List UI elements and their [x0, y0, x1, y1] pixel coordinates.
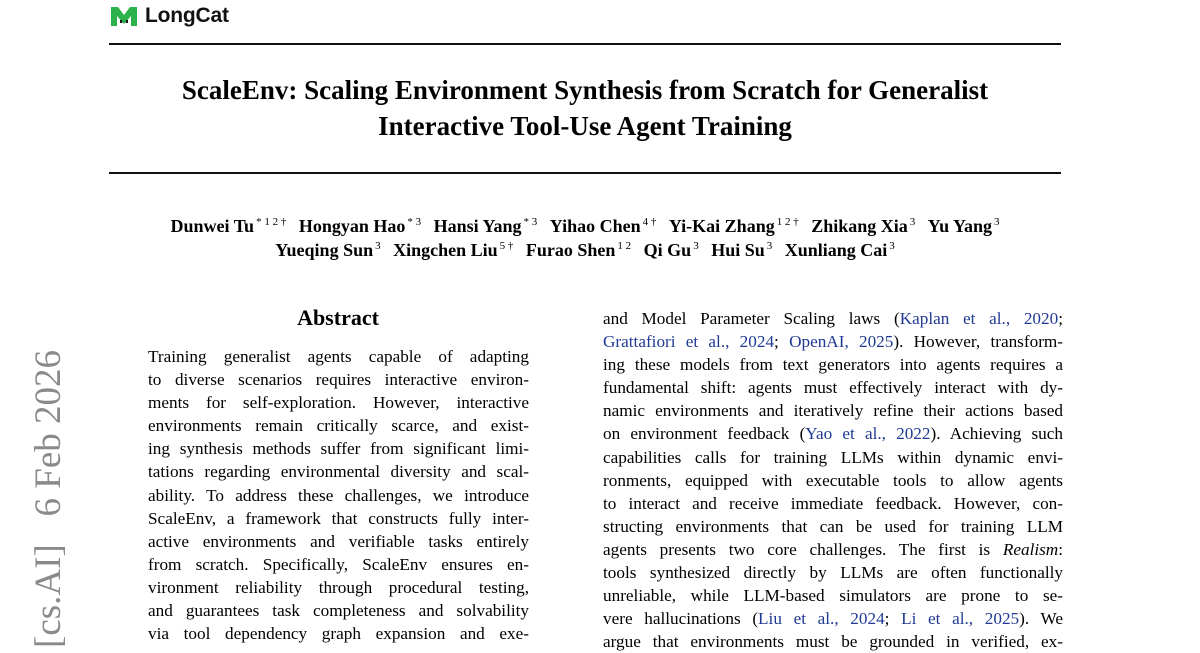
author: Zhikang Xia $^3$	[811, 216, 916, 236]
body-line: Grattafiori et al., 2024; OpenAI, 2025). However, transform-	[603, 332, 1063, 352]
abstract-line: tations regarding environmental diversity and scal-	[148, 462, 529, 482]
body-line: agents presents two core challenges. The first is Realism:	[603, 539, 1063, 559]
author-list	[109, 214, 1061, 262]
body-line: to interact and receive immediate feedback. However, con-	[603, 493, 1063, 513]
abstract-line: from scratch. Specifically, ScaleEnv ensures en-	[148, 554, 529, 574]
body-line: ing these models from text generators into agents requires a	[603, 355, 1063, 375]
abstract-line: and guarantees task completeness and solvability	[148, 601, 529, 621]
abstract-line: ing synthesis methods suffer from significant limi-	[148, 439, 529, 459]
author: Furao Shen $^{1 2}$	[525, 240, 632, 260]
author: Yu Yang $^3$	[927, 216, 1000, 236]
citation-link[interactable]: Yao et al., 2022	[805, 424, 931, 444]
author: Xunliang Cai $^3$	[784, 240, 895, 260]
body-line: on environment feedback (Yao et al., 2022). Achieving such	[603, 424, 1063, 444]
abstract-body	[148, 345, 529, 645]
arxiv-stamp: [cs.AI] 6 Feb 2026	[28, 349, 69, 648]
abstract-line: Training generalist agents capable of adapting	[148, 347, 529, 366]
author: Yihao Chen $^{4 \dagger}$	[549, 216, 657, 236]
paper-title	[109, 72, 1061, 144]
abstract-line: to diverse scenarios requires interactive environ-	[148, 370, 529, 390]
author: Hui Su $^3$	[711, 240, 773, 260]
citation-link[interactable]: Li et al., 2025	[901, 609, 1020, 629]
body-line: structing environments that can be used for training LLM	[603, 516, 1063, 536]
body-line: ronments, equipped with executable tools to allow agents	[603, 470, 1063, 490]
author: Xingchen Liu $^{5 \dagger}$	[393, 240, 514, 260]
abstract-line: via tool dependency graph expansion and exe-	[148, 624, 529, 644]
body-line: namic environments and iteratively refine their actions based	[603, 401, 1063, 421]
body-line: vere hallucinations (Liu et al., 2024; Li et al., 2025). We	[603, 609, 1063, 629]
abstract-line: ability. To address these challenges, we introduce	[148, 485, 529, 505]
header-rule	[109, 43, 1061, 45]
body-line: capabilities calls for training LLMs within dynamic envi-	[603, 447, 1063, 467]
brand-name: LongCat	[145, 4, 229, 27]
title-rule	[109, 172, 1061, 174]
abstract-line: environments remain critically scarce, and exist-	[148, 416, 529, 436]
abstract-line: ScaleEnv, a framework that constructs fully inter-	[148, 508, 529, 528]
abstract-line: ments for self-exploration. However, interactive	[148, 393, 529, 413]
longcat-logo	[109, 3, 229, 29]
author: Yueqing Sun $^3$	[275, 240, 381, 260]
body-line: tools synthesized directly by LLMs are often functionally	[603, 563, 1063, 583]
author-line-1	[109, 214, 1061, 238]
longcat-logo-icon	[109, 4, 139, 28]
abstract-heading: Abstract	[297, 305, 379, 330]
abstract-line: active environments and verifiable tasks entirely	[148, 531, 529, 551]
body-line: fundamental shift: agents must effectively interact with dy-	[603, 378, 1063, 398]
intro-body	[603, 307, 1063, 653]
citation-link[interactable]: OpenAI, 2025	[789, 332, 894, 352]
title-line-2: Interactive Tool-Use Agent Training	[378, 111, 792, 141]
body-line: unreliable, while LLM-based simulators are prone to se-	[603, 586, 1063, 606]
citation-link[interactable]: Grattafiori et al., 2024	[603, 332, 775, 352]
title-line-1: ScaleEnv: Scaling Environment Synthesis from Scratch for Generalist	[181, 75, 989, 105]
citation-link[interactable]: Kaplan et al., 2020	[899, 309, 1059, 328]
author: Qi Gu $^3$	[643, 240, 699, 260]
author-line-2	[109, 238, 1061, 262]
author: Hongyan Hao $^{* 3}$	[298, 216, 422, 236]
body-line: argue that environments must be grounded in verified, ex-	[603, 632, 1063, 652]
author: Dunwei Tu $^{* 1 2 \dagger}$	[170, 216, 287, 236]
body-line: and Model Parameter Scaling laws (Kaplan et al., 2020;	[603, 309, 1063, 328]
abstract-line: vironment reliability through procedural testing,	[148, 577, 529, 597]
author: Yi-Kai Zhang $^{1 2 \dagger}$	[668, 216, 799, 236]
author: Hansi Yang $^{* 3}$	[433, 216, 538, 236]
citation-link[interactable]: Liu et al., 2024	[758, 609, 885, 629]
